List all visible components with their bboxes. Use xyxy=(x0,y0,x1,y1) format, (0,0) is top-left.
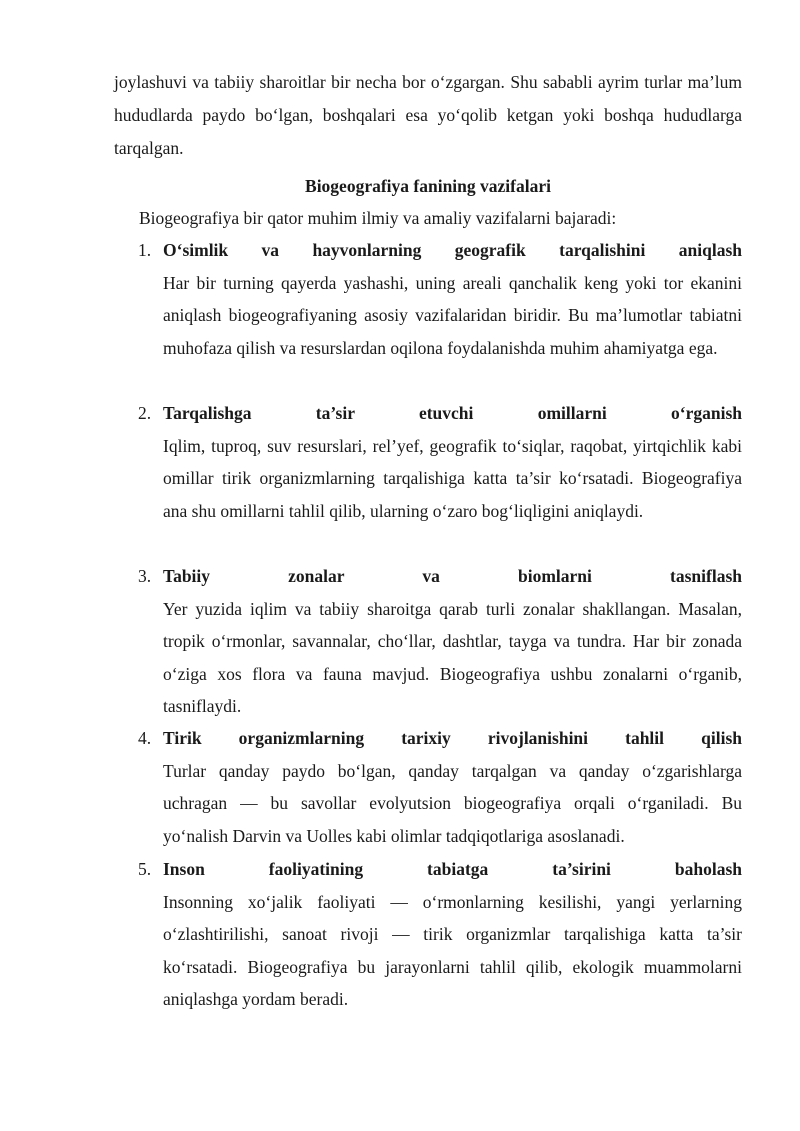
list-item-text: Iqlim, tuproq, suv resurslari, rel’yef, geografik to‘siqlar, raqobat, yirtqichlik kabi omillar tirik organizmlarning tarqalishiga katta ta’sir ko‘rsatadi. Biogeografiya ana shu omillarni tahlil qilib, ularning o‘zaro bog‘liqligini aniqlaydi. xyxy=(163,435,742,521)
list-item-text: Insonning xo‘jalik faoliyati — o‘rmonlarning kesilishi, yangi yerlarning o‘zlashtirilishi, sanoat rivoji — tirik organizmlar tarqalishiga katta ta’sir ko‘rsatadi. Biogeografiya bu jarayonlarni tahlil qilib, ekologik muammolarni aniqlashga yordam beradi. xyxy=(163,891,742,1010)
list-item-number: 1. xyxy=(138,240,152,260)
list-item-text: Turlar qanday paydo bo‘lgan, qanday tarqalgan va qanday o‘zgarishlarga uchragan — bu savollar evolyutsion biogeografiya orqali o‘rganiladi. Bu yo‘nalish Darvin va Uolles kabi olimlar tadqiqotlariga asoslanadi. xyxy=(163,760,742,846)
list-item-title: O‘simlik va hayvonlarning geografik tarqalishini aniqlash xyxy=(163,240,742,260)
section-heading: Biogeografiya fanining vazifalari xyxy=(305,176,551,196)
list-item-text: Yer yuzida iqlim va tabiiy sharoitga qarab turli zonalar shakllangan. Masalan, tropik o‘rmonlar, savannalar, cho‘llar, dashtlar, tayga va tundra. Har bir zonada o‘ziga xos flora va fauna mavjud. Biogeografiya ushbu zonalarni o‘rganib, tasniflaydi. xyxy=(163,598,742,717)
list-item-number: 4. xyxy=(138,728,152,748)
list-item-number: 2. xyxy=(138,403,152,423)
list-item-number: 5. xyxy=(138,859,152,879)
paragraph-text: joylashuvi va tabiiy sharoitlar bir necha bor o‘zgargan. Shu sababli ayrim turlar ma’lum hududlarda paydo bo‘lgan, boshqalari esa yo‘qolib ketgan yoki boshqa hududlarga tarqalgan. xyxy=(114,72,742,158)
list-item-title: Tabiiy zonalar va biomlarni tasniflash xyxy=(163,566,742,586)
intro-sentence: Biogeografiya bir qator muhim ilmiy va amaliy vazifalarni bajaradi: xyxy=(139,208,617,228)
list-item-number: 3. xyxy=(138,566,152,586)
list-item-title: Inson faoliyatining tabiatga ta’sirini baholash xyxy=(163,859,742,879)
opening-paragraph xyxy=(114,66,742,164)
list-item-title: Tirik organizmlarning tarixiy rivojlanishini tahlil qilish xyxy=(163,728,742,748)
list-item-text: Har bir turning qayerda yashashi, uning areali qanchalik keng yoki tor ekanini aniqlash biogeografiyaning asosiy vazifalaridan biridir. Bu ma’lumotlar tabiatni muhofaza qilish va resurslardan oqilona foydalanishda muhim ahamiyatga ega. xyxy=(163,272,742,358)
list-item-title: Tarqalishga ta’sir etuvchi omillarni o‘rganish xyxy=(163,403,742,423)
